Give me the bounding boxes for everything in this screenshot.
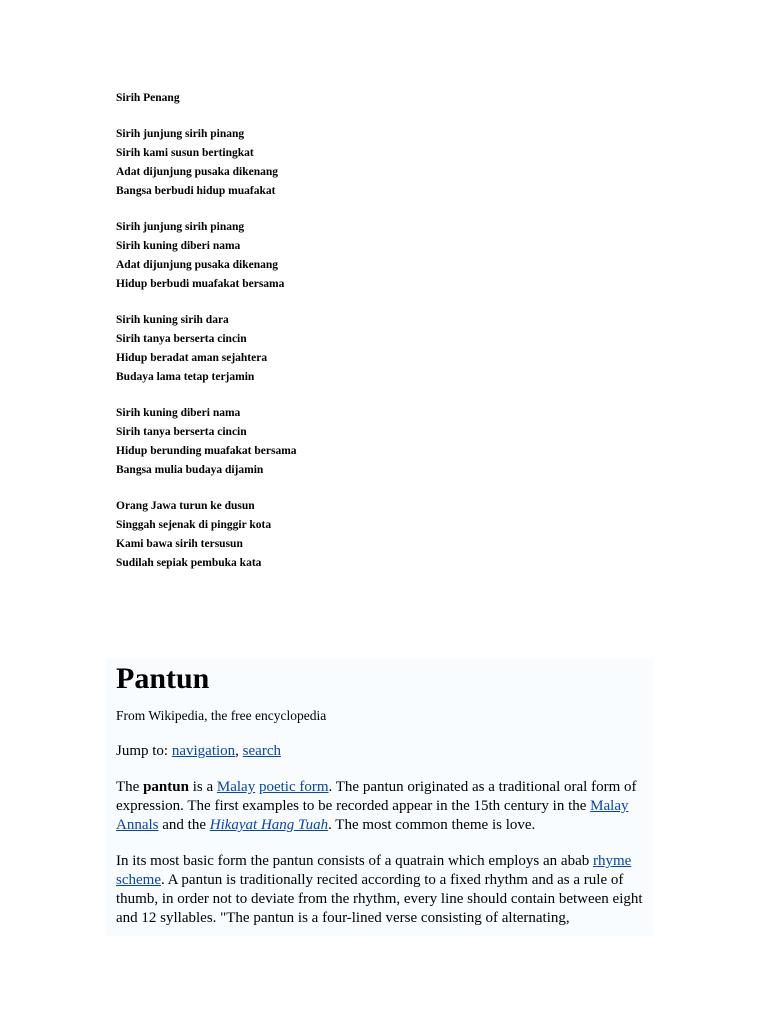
bold-term: pantun <box>143 779 189 795</box>
poem-line: Sirih kuning diberi nama <box>116 240 241 252</box>
text: . The pantun originated as a traditional oral form of expression. The first examples to be recorded appear in the 15th century in the <box>116 779 637 814</box>
poem-line: Hidup berunding muafakat bersama <box>116 445 297 457</box>
poem-line: Sirih junjung sirih pinang <box>116 221 245 233</box>
poem-line: Kami bawa sirih tersusun <box>116 538 243 550</box>
article-tagline: From Wikipedia, the free encyclopedia <box>116 708 327 723</box>
poem <box>116 89 616 590</box>
poem-stanza <box>116 218 616 294</box>
hikayat-hang-tuah-link[interactable] <box>210 817 328 833</box>
text: . The most common theme is love. <box>328 817 536 833</box>
poem-stanza <box>116 311 616 387</box>
rhyme-scheme-link[interactable]: rhyme scheme <box>116 853 632 888</box>
poem-line: Sirih kuning diberi nama <box>116 407 241 419</box>
poem-line: Budaya lama tetap terjamin <box>116 371 255 383</box>
text: and the <box>158 817 210 833</box>
search-link[interactable]: search <box>242 743 281 759</box>
text: The <box>116 779 144 795</box>
malay-link[interactable]: Malay <box>216 779 256 795</box>
text: is a <box>188 779 217 795</box>
poem-line: Adat dijunjung pusaka dikenang <box>116 259 279 271</box>
poem-line: Sirih junjung sirih pinang <box>116 128 245 140</box>
poem-title: Sirih Penang <box>116 92 180 104</box>
article-title: Pantun <box>116 662 210 695</box>
paragraph-intro <box>116 778 646 835</box>
poem-line: Orang Jawa turun ke dusun <box>116 500 255 512</box>
poem-line: Hidup berbudi muafakat bersama <box>116 278 285 290</box>
text: . A pantun is traditionally recited according to a fixed rhythm and as a rule of thumb, in order not to deviate from the rhythm, every line should contain between eight and 12 syllables. "The pantun is a four-lined verse consisting of alternating, <box>116 872 643 926</box>
poem-line: Sirih tanya berserta cincin <box>116 333 247 345</box>
poem-line: Sirih kuning sirih dara <box>116 314 229 326</box>
paragraph-form <box>116 852 646 928</box>
poem-stanzas <box>116 125 616 573</box>
malay-annals-link[interactable]: Malay Annals <box>116 798 629 833</box>
poem-line: Singgah sejenak di pinggir kota <box>116 519 272 531</box>
hikayat-title: Hikayat Hang Tuah <box>209 817 329 833</box>
poetic-form-link[interactable]: poetic form <box>258 779 329 795</box>
poem-line: Bangsa berbudi hidup muafakat <box>116 185 276 197</box>
poem-line: Hidup beradat aman sejahtera <box>116 352 268 364</box>
poem-line: Sirih kami susun bertingkat <box>116 147 254 159</box>
poem-line: Bangsa mulia budaya dijamin <box>116 464 264 476</box>
jump-prefix: Jump to: <box>116 743 172 759</box>
poem-stanza <box>116 125 616 201</box>
wikipedia-article <box>106 659 653 936</box>
navigation-link[interactable]: navigation <box>171 743 236 759</box>
text: In its most basic form the pantun consists of a quatrain which employs an abab <box>116 853 593 869</box>
jump-to-bar <box>116 742 646 761</box>
poem-stanza <box>116 404 616 480</box>
jump-separator: , <box>235 743 243 759</box>
poem-line: Adat dijunjung pusaka dikenang <box>116 166 279 178</box>
poem-line: Sirih tanya berserta cincin <box>116 426 247 438</box>
article-content <box>116 659 646 928</box>
poem-stanza <box>116 497 616 573</box>
poem-line: Sudilah sepiak pembuka kata <box>116 557 262 569</box>
